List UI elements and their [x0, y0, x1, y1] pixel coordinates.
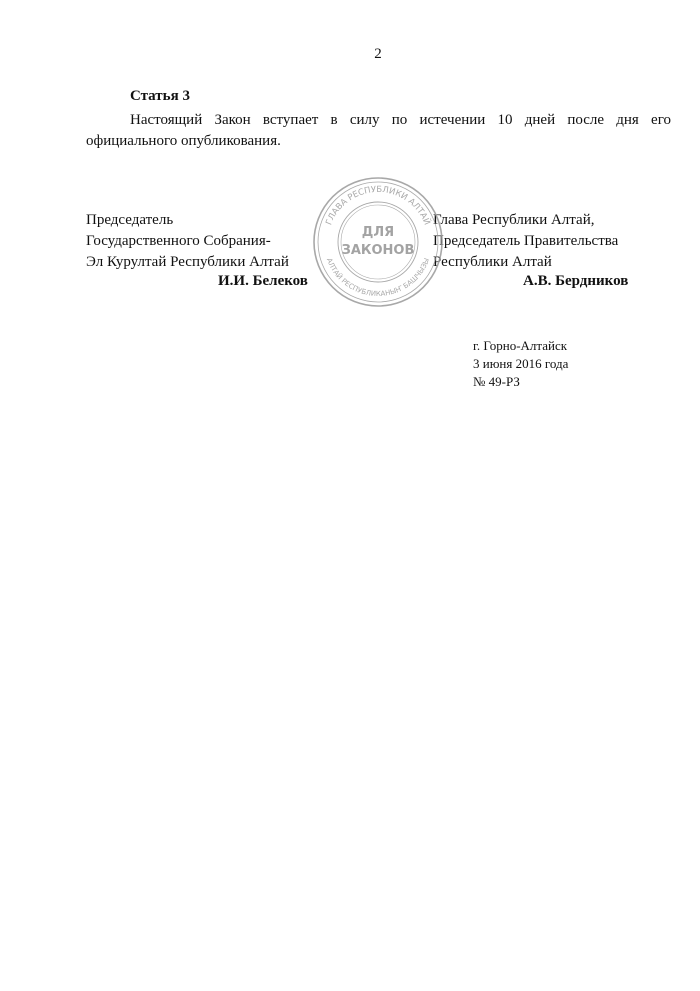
stamp-ring-bottom-text: АЛТАЙ РЕСПУБЛИКАНЫҤ БАШЧЫЗЫ	[324, 256, 432, 299]
article-heading: Статья 3	[130, 88, 190, 104]
stamp-center-line-2: ЗАКОНОВ	[341, 243, 415, 258]
stamp-center-line-1: ДЛЯ	[361, 225, 395, 240]
article-body: Настоящий Закон вступает в силу по истечении 10 дней после дня его официального опубликования.	[86, 112, 671, 149]
place-date-block	[473, 337, 568, 391]
official-seal-stamp	[312, 176, 444, 308]
signature-left-title-line: Председатель	[86, 212, 174, 228]
stamp-ring-top-text: ГЛАВА РЕСПУБЛИКИ АЛТАЙ	[324, 184, 432, 227]
signature-left-name: И.И. Белеков	[218, 273, 308, 289]
svg-text:АЛТАЙ РЕСПУБЛИКАНЫҤ БАШЧЫЗЫ	[325, 257, 431, 298]
page-number: 2	[374, 46, 382, 62]
place-city: г. Горно-Алтайск	[473, 338, 568, 353]
signature-block-left	[86, 210, 289, 273]
signature-right-title-line: Республики Алтай	[433, 254, 552, 270]
signature-left-title-line: Государственного Собрания-	[86, 233, 271, 249]
signature-right-title-line: Глава Республики Алтай,	[433, 212, 595, 228]
document-number: № 49-РЗ	[473, 374, 520, 389]
signature-right-name: А.В. Бердников	[523, 273, 629, 289]
signature-right-title-line: Председатель Правительства	[433, 233, 619, 249]
signature-left-title-line: Эл Курултай Республики Алтай	[86, 254, 289, 270]
document-date: 3 июня 2016 года	[473, 356, 569, 371]
signature-block-right	[433, 210, 618, 273]
